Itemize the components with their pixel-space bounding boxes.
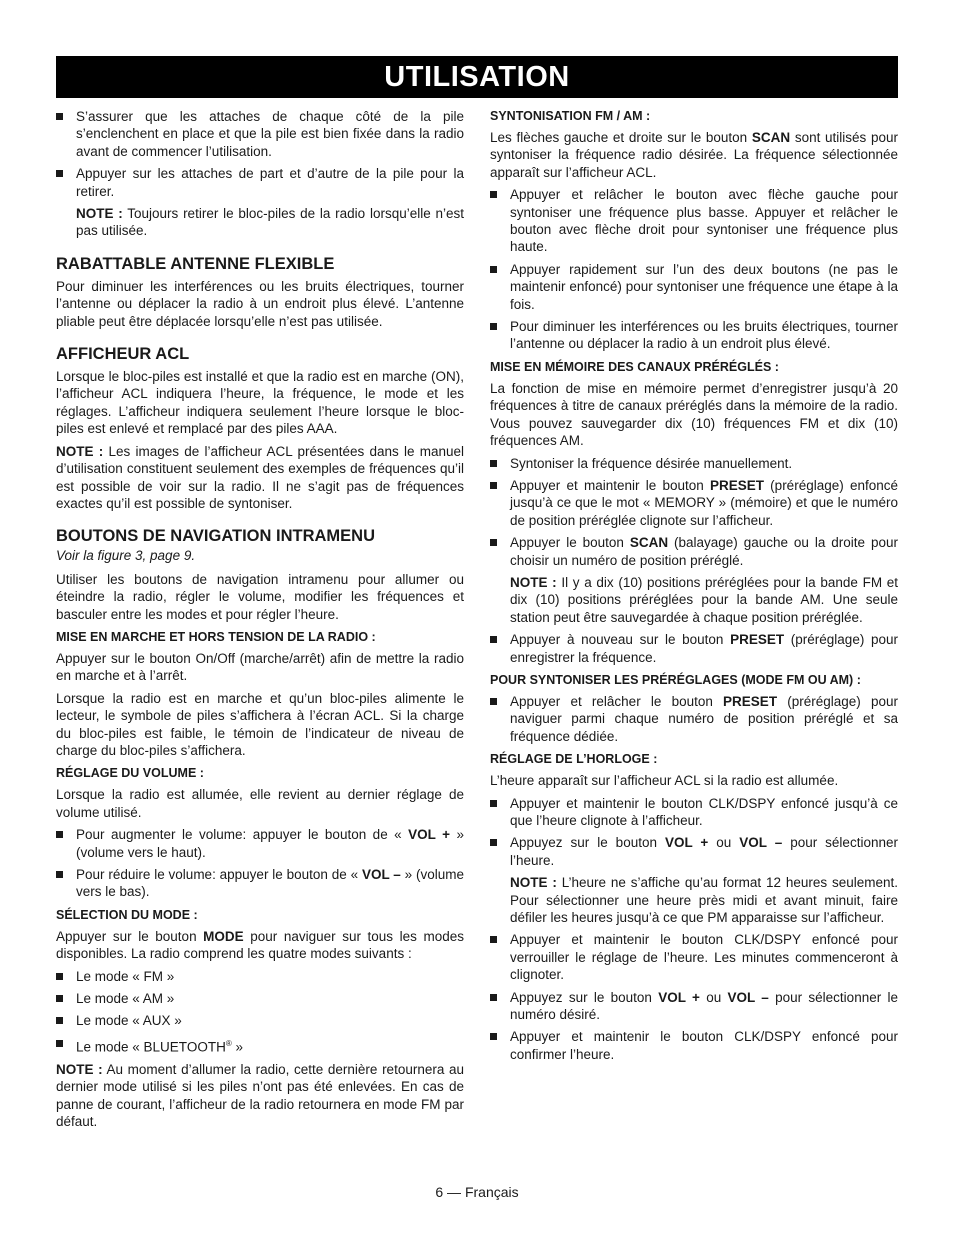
list-item: Appuyer et maintenir le bouton CLK/DSPY enfoncé pour confirmer l’heure. [490, 1028, 898, 1063]
memory-text: La fonction de mise en mémoire permet d’enregistrer jusqu’à 20 fréquences à titre de canaux préréglés dans la mémoire de la radio. Vous pouvez sauvegarder dix (10) fréquences FM et dix (10) fréquences AM. [490, 380, 898, 449]
presets-heading: POUR SYNTONISER LES PRÉRÉGLAGES (MODE FM OU AM) : [490, 672, 861, 687]
presets-bullet-list [490, 693, 898, 745]
display-heading: AFFICHEUR ACL [56, 345, 190, 364]
list-item: Appuyer et maintenir le bouton CLK/DSPY enfoncé jusqu’à ce que l’heure clignote à l’afficheur. [490, 795, 898, 830]
mode-heading: SÉLECTION DU MODE : [56, 907, 198, 922]
list-item: Le mode « FM » [56, 968, 464, 985]
nav-intro: Utiliser les boutons de navigation intramenu pour allumer ou éteindre la radio, régler le volume, modifier les fréquences et basculer entre les modes et pour régler l’heure. [56, 571, 464, 622]
list-item: Le mode « AM » [56, 990, 464, 1007]
list-item: S’assurer que les attaches de chaque côté de la pile s’enclenchent en place et que la pile est bien fixée dans la radio avant de commencer l’utilisation. [56, 108, 464, 160]
display-note: NOTE : Les images de l’afficheur ACL présentées dans le manuel d’utilisation constituent seulement des exemples de fréquences qu’il est possible de voir sur la radio. Il ne s’agit pas de fréquences exactes qu’il est possible de syntoniser. [56, 443, 464, 511]
list-item: Appuyer rapidement sur l’un des deux boutons (ne pas le maintenir enfoncé) pour syntoniser une fréquence une étape à la fois. [490, 261, 898, 313]
right-column [490, 108, 898, 1068]
mode-list [56, 968, 464, 1056]
list-item: Pour réduire le volume: appuyer le bouton de « VOL – » (volume vers le bas). [56, 866, 464, 901]
power-heading: MISE EN MARCHE ET HORS TENSION DE LA RADIO : [56, 629, 376, 644]
clock-bullet-list-2 [490, 931, 898, 1063]
mode-note: NOTE : Au moment d’allumer la radio, cette dernière retournera au dernier mode utilisé si les piles n’ont pas été enlevées. En cas de panne de courant, l’afficheur de la radio retournera en mode FM par défaut. [56, 1061, 464, 1129]
note-label: NOTE : [56, 1061, 103, 1077]
list-item: Appuyez sur le bouton VOL + ou VOL – pour sélectionner le numéro désiré. [490, 989, 898, 1024]
tuning-text: Les flèches gauche et droite sur le bouton SCAN sont utilisés pour syntoniser la fréquence radio désirée. La fréquence sélectionnée apparaît sur l’afficheur ACL. [490, 130, 898, 180]
list-item: Appuyer et maintenir le bouton PRESET (préréglage) enfoncé jusqu’à ce que le mot « MEMORY » (mémoire) et que le numéro de position préréglée clignote sur l’afficheur. [490, 477, 898, 529]
display-text: Lorsque le bloc-piles est installé et que la radio est en marche (ON), l’afficheur ACL indiquera l’heure, la fréquence, le mode et les réglages. L’afficheur indiquera seulement l’heure lorsque le bloc-piles est enlevé et remplacé par des piles AAA. [56, 369, 464, 437]
list-item: Appuyez sur le bouton VOL + ou VOL – pour sélectionner l’heure. [490, 834, 898, 869]
battery-bullet-list [56, 108, 464, 200]
antenna-text: Pour diminuer les interférences ou les bruits électriques, tourner l’antenne ou déplacer la radio à un endroit plus élevé. L’antenne pliable peut être déplacée lorsqu’elle n’est pas utilisée. [56, 278, 464, 329]
list-item: Appuyer et maintenir le bouton CLK/DSPY enfoncé pour verrouiller le réglage de l’heure. Les minutes commenceront à clignoter. [490, 931, 898, 983]
figure-reference: Voir la figure 3, page 9. [56, 548, 196, 564]
memory-bullet-list-2 [490, 631, 898, 666]
memory-note: NOTE : Il y a dix (10) positions préréglées pour la bande FM et dix (10) positions préréglées pour la bande AM. Une seule station peut être sauvegardée à chaque position préréglée. [510, 574, 899, 625]
clock-heading: RÉGLAGE DE L’HORLOGE : [490, 752, 658, 767]
volume-bullet-list [56, 826, 464, 901]
note-label: NOTE : [510, 875, 557, 891]
battery-note: NOTE : Toujours retirer le bloc-piles de la radio lorsqu’elle n’est pas utilisée. [76, 206, 465, 239]
section-title: UTILISATION [384, 60, 570, 93]
list-item: Appuyer à nouveau sur le bouton PRESET (préréglage) pour enregistrer la fréquence. [490, 631, 898, 666]
note-label: NOTE : [510, 574, 557, 590]
list-item: Appuyer et relâcher le bouton PRESET (préréglage) pour naviguer parmi chaque numéro de position préréglé et sa fréquence dédiée. [490, 693, 898, 745]
list-item: Syntoniser la fréquence désirée manuellement. [490, 455, 898, 472]
antenna-heading: RABATTABLE ANTENNE FLEXIBLE [56, 254, 335, 273]
memory-heading: MISE EN MÉMOIRE DES CANAUX PRÉRÉGLÉS : [490, 359, 779, 374]
note-label: NOTE : [76, 206, 123, 222]
volume-heading: RÉGLAGE DU VOLUME : [56, 766, 204, 781]
list-item: Le mode « BLUETOOTH® » [56, 1035, 464, 1056]
power-text: Lorsque la radio est en marche et qu’un bloc-piles alimente le lecteur, le symbole de piles s’affichera à l’écran ACL. Si la charge du bloc-piles est faible, le témoin de l’indicateur de niveau de charge du bloc-piles s’affichera. [56, 690, 464, 758]
list-item: Appuyer et relâcher le bouton avec flèche gauche pour syntoniser une fréquence plus basse. Appuyer et relâcher le bouton avec flèche droit pour syntoniser une fréquence plus haute. [490, 186, 898, 256]
list-item: Pour diminuer les interférences ou les bruits électriques, tourner l’antenne ou déplacer la radio à un endroit plus élevé. [490, 318, 898, 353]
note-label: NOTE : [56, 443, 104, 459]
mode-text: Appuyer sur le bouton MODE pour naviguer sur tous les modes disponibles. La radio comprend les quatre modes suivants : [56, 928, 464, 962]
memory-bullet-list [490, 455, 898, 569]
clock-text: L’heure apparaît sur l’afficheur ACL si la radio est allumée. [490, 773, 839, 789]
clock-note: NOTE : L’heure ne s’affiche qu’au format 12 heures seulement. Pour sélectionner une heure près midi et avant minuit, faire défiler les heures jusqu’à ce que PM apparaisse sur l’afficheur. [510, 875, 899, 926]
tuning-heading: SYNTONISATION FM / AM : [490, 109, 651, 123]
list-item: Pour augmenter le volume: appuyer le bouton de « VOL + » (volume vers le haut). [56, 826, 464, 861]
list-item: Le mode « AUX » [56, 1012, 464, 1029]
list-item: Appuyer sur les attaches de part et d’autre de la pile pour la retirer. [56, 165, 464, 200]
power-text: Appuyer sur le bouton On/Off (marche/arrêt) afin de mettre la radio en marche et à l’arrêt. [56, 650, 464, 684]
page-footer: 6 — Français [435, 1184, 519, 1200]
left-column [56, 108, 464, 1135]
list-item: Appuyer le bouton SCAN (balayage) gauche ou la droite pour choisir un numéro de position préréglé. [490, 534, 898, 569]
nav-heading: BOUTONS DE NAVIGATION INTRAMENU [56, 527, 376, 546]
clock-bullet-list [490, 795, 898, 870]
volume-text: Lorsque la radio est allumée, elle revient au dernier réglage de volume utilisé. [56, 787, 464, 820]
tuning-bullet-list [490, 186, 898, 353]
section-banner [56, 56, 898, 98]
